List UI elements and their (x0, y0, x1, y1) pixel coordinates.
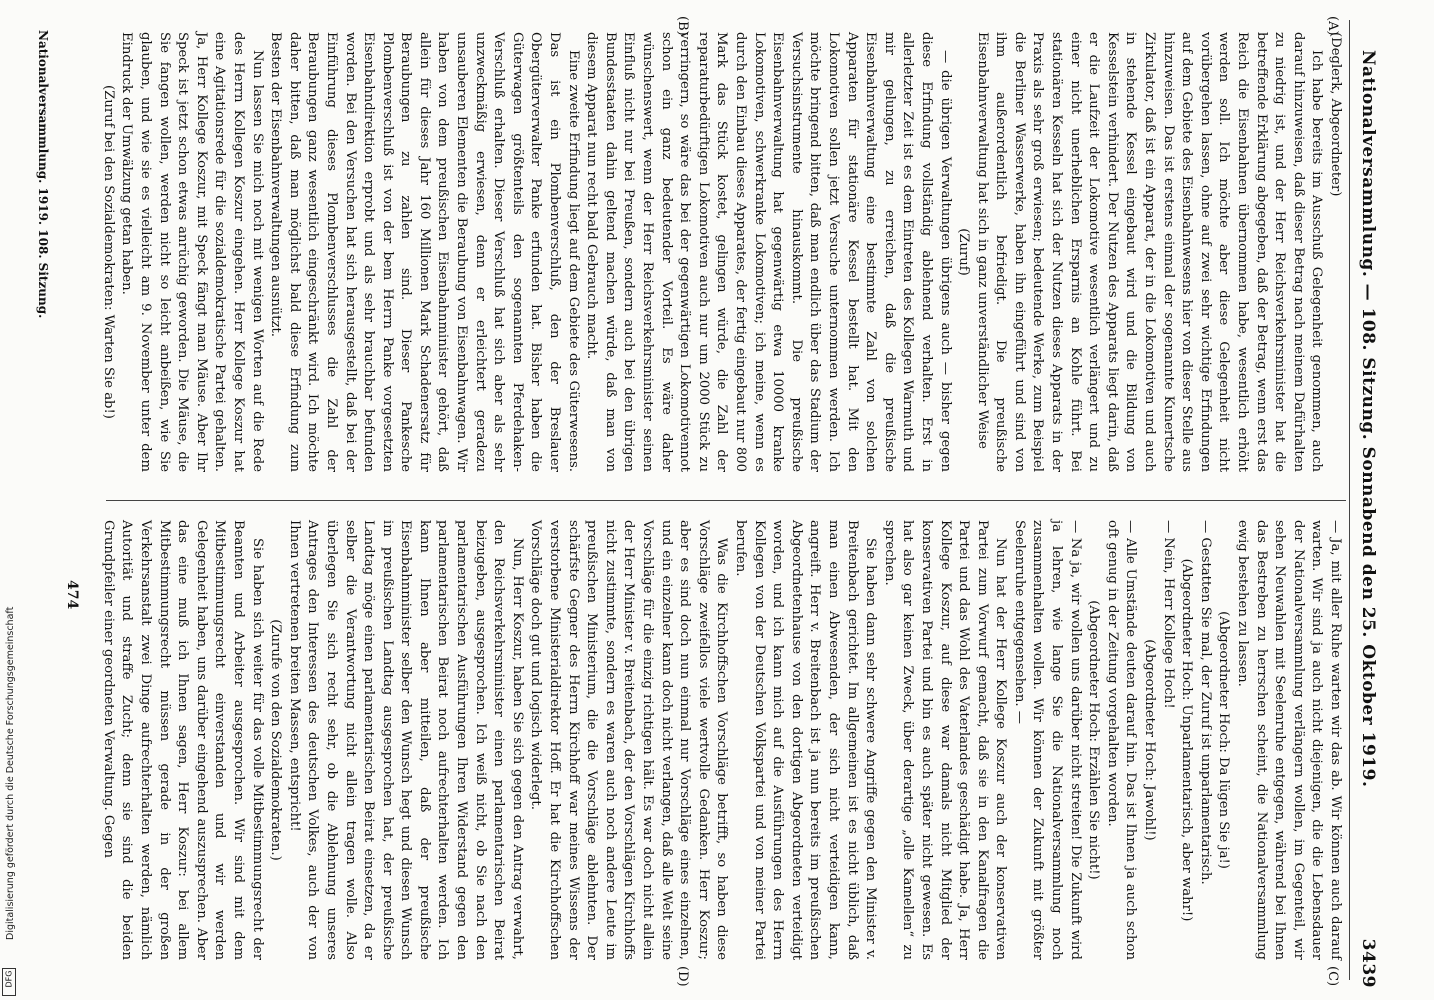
text-column-right (98, 520, 1344, 960)
rotated-document-page (20, 16, 1380, 988)
left-column-paragraph: Eine zweite Erfindung liegt auf dem Gebiete des Güterwesens. Das ist ein Plombenverschluß, den der Breslauer Obergüterverwalter Panke erfunden hat. Bisher haben die Güterwagen größtenteils den sogenannten Pferdehaken-Verschluß erhalten. Dieser Verschluß hat sich aber als sehr unzweckmäßig erwiesen, denn er erleichtert geradezu unsauberen Elementen die Beraubung von Eisenbahnwagen. Wir haben von dem preußischen Eisenbahnminister gehört, daß allein für dieses Jahr 160 Millionen Mark Schadenersatz für Beraubungen zu zahlen sind. Dieser Pankesche Plombenverschluß ist von der bem Herrn Panke vorgesetzten Eisenbahndirektion erprobt und als sehr brauchbar befunden worden. Bei den Versuchen hat sich herausgestellt, daß bei der Einführung dieses Plombenverschlusses die Zahl der Beraubungen ganz wesentlich eingeschränkt wird. Ich möchte daher bitten, daß man möglichst bald diese Erfindung zum Besten der Eisenbahnverwaltungen ausnützt. (268, 32, 581, 472)
right-column-paragraph: Sie haben dann sehr schwere Angriffe gegen den Minister v. Breitenbach gerichtet. Im allgemeinen ist es nicht üblich, daß man einen Abwesenden, der sich nicht verteidigen kann, angreift. Herr v. Breitenbach ist ja nun bereits im preußischen Abgeordnetenhause von den dortigen Abgeordneten verteidigt worden, und ich kann mich auf die Ausführungen des Herrn Kollegen von der Deutschen Volkspartei und von meiner Partei berufen. (733, 520, 879, 960)
right-column-paragraph: Sie haben sich weiter für das volle Mitbestimmungsrecht der Beamten und Arbeiter ausgesprochen. Wir sind mit dem Mitbestimmungsrecht einverstanden und wir werden Gelegenheit haben, uns darüber eingehend auszusprechen. Aber das eine muß ich Ihnen sagen, Herr Koszur: bei allem Mitbestimmungsrecht müssen gerade in der großen Verkehrsanstalt zwei Dinge aufrechterhalten werden, nämlich Autorität und straffe Zucht; denn sie sind die beiden Grundpfeiler einer geordneten Verwaltung. Gegen (100, 520, 265, 960)
digitization-text: Digitalisierung gefördert durch die Deutsche Forschungsgemeinschaft (5, 606, 16, 940)
right-column-paragraph: Was die Kirchhoffschen Vorschläge betrifft, so haben diese Vorschläge zweifellos viele wertvolle Gedanken. Herr Koszur; aber es sind doch nun einmal nur Vorschläge eines einzelnen, und ein einzelner kann doch nicht verlangen, daß alle Welt seine Vorschläge für die einzig richtigen hält. Es war doch nicht allein der Herr Minister v. Breitenbach, der den Vorschlägen Kirchhoffs nicht zustimmte, sondern es waren auch noch andere Leute im preußischen Ministerium, die die Vorschläge ablehnten. Der schärfste Gegner des Herrn Kirchhoff war meines Wissens der verstorbene Ministerialdirektor Hoff. Er hat die Kirchhoffschen Vorschläge doch gut und logisch widerlegt. (528, 520, 730, 960)
right-column-paragraph: — Ja, mit aller Ruhe warten wir das ab. Wir können auch darauf warten. Wir sind ja auch nicht diejenigen, die die Lebensdauer der Nationalversammlung verlängern wollen, im Gegenteil, wir sehen Neuwahlen mit Seelenruhe entgegen, während bei Ihnen das Bestreben zu herrschen scheint, die Nationalversammlung ewig bestehen zu lassen. (1235, 520, 1343, 960)
text-column-left (98, 32, 1344, 472)
margin-marker-b: (B) (675, 16, 690, 36)
left-column-paragraph: — die übrigen Verwaltungen übrigens auch — bisher gegen diese Erfindung vollständig ablehnend verhalten. Erst in allerletzter Zeit ist es dem Eintreten des Kollegen Warmuth und mir gelungen, zu erreichen, daß die preußische Eisenbahnverwaltung eine bestimmte Zahl von solchen Apparaten für stationäre Kessel bestellt hat. Mit den Lokomotiven sollen jetzt Versuche unternommen werden. Ich möchte bringend bitten, daß man endlich über das Stadium der Versuchsinstrumente hinauskommt. Die preußische Eisenbahnverwaltung hat gegenwärtig etwa 10000 kranke Lokomotiven, schwerkranke Lokomotiven; ich meine, wenn es durch den Einbau dieses Apparates, der fertig eingebaut nur 800 Mark das Stück kostet, gelingen würde, die Zahl der reparaturbedürftigen Lokomotiven auch nur um 2000 Stück zu verringern, so wäre das bei der gegenwärtigen Lokomotivennot schon ein ganz bedeutender Vorteil. Es wäre daher wünschenswert, wenn der Herr Reichsverkehrsminister seinen Einfluß nicht nur bei Preußen, sondern auch bei den übrigen Bundesstaaten dahin geltend machen würde, daß man von diesem Apparat nun recht bald Gebrauch macht. (584, 32, 953, 472)
right-column-paragraph: (Zurufe von den Sozialdemokraten.) (268, 619, 284, 861)
right-column-paragraph: — Gestatten Sie mal, der Zuruf ist unparlamentarisch. (1197, 520, 1213, 885)
margin-marker-a: (A) (1325, 16, 1340, 36)
page-footer: Nationalversammlung. 1919. 108. Sitzung. (36, 30, 50, 319)
page-number: 3439 (1358, 938, 1378, 988)
page-header (1352, 20, 1380, 988)
header-rule (1349, 20, 1350, 980)
right-column-paragraph: (Abgeordneter Hoch: Jawohl!) (1142, 639, 1158, 841)
right-column-paragraph: (Abgeordneter Hoch: Da lügen Sie ja!) (1216, 611, 1232, 869)
left-column-paragraph: (Zuruf) (956, 228, 972, 276)
dfg-logo (2, 968, 16, 996)
left-column-paragraph: Ich habe bereits im Ausschuß Gelegenheit genommen, auch darauf hinzuweisen, daß dieser Betrag nach meinem Dafürhalten zu niedrig ist, und der Herr Reichsverkehrsminister hat die betreffende Erklärung abgegeben, daß der Betrag, wenn erst das Reich die Eisenbahnen übernommen habe, wesentlich erhöht werden soll. Ich möchte aber diese Gelegenheit nicht vorübergehen lassen, ohne auf zwei sehr wichtige Erfindungen auf dem Gebiete des Eisenbahnwesens hier von dieser Stelle aus hinzuweisen. Das ist erstens einmal der sogenannte Kunertsche Zirkulator, daß ist ein Apparat, der in die Lokomotiven und auch in stehende Kessel eingebaut wird und die Bildung von Kesselstein verhindert. Der Nutzen des Apparats liegt darin, daß er die Laufzeit der Lokomotive wesentlich verlängert und zu einer nicht unerheblichen Ersparnis an Kohle führt. Bei stationären Kesseln hat sich der Nutzen dieses Apparats in der Praxis als sehr groß erwiesen; bedeutende Werke, zum Beispiel die Berliner Wasserwerke, haben ihn eingeführt und sind von ihm außerordentlich befriedigt. Die preußische Eisenbahnverwaltung hat sich in ganz unverständlicher Weise (974, 32, 1325, 472)
left-column-paragraph: Nun lassen Sie mich noch mit wenigen Worten auf die Rede des Herrn Kollegen Koszur eingehen. Herr Kollege Koszur hat eine Agitationsrede für die sozialdemokratische Partei gehalten. Ja, Herr Kollege Koszur, mit Speck fängt man Mäuse. Aber Ihr Speck ist jetzt schon etwas anrüchig geworden. Die Mäuse, die Sie fangen wollen, werden nicht so leicht anbeißen, wie Sie glauben, und wie sie es vielleicht am 9. November unter dem Eindruck der Umwälzung getan haben. (119, 32, 265, 472)
dfg-logo-text: DFG (4, 970, 14, 988)
right-column-paragraph: Nun, Herr Koszur, haben Sie sich gegen den Antrag verwahrt, den Reichsverkehrsminister einen parlamentarischen Beirat beizugeben, ausgesprochen. Ich weiß nicht, ob Sie nach den parlamentarischen Ausführungen Ihren Widerstand gegen den parlamentarischen Beirat noch aufrechterhalten werden. Ich kann Ihnen aber mitteilen, daß der preußische Eisenbahnminister selber den Wunsch hegt und diesen Wunsch im preußischen Landtag ausgesprochen hat, der preußische Landtag möge einen parlamentarischen Beirat einsetzen, da er selber die Verantwortung nicht allein tragen wolle. Also überlegen Sie sich recht sehr, ob die Ablehnung unseres Antrages den Interessen des deutschen Volkes, auch der von Ihnen vertretenen breiten Massen, entspricht! (286, 520, 525, 960)
margin-marker-c: (C) (1325, 966, 1340, 987)
left-column-paragraph: (Deglerk, Abgeordneter) (1328, 32, 1343, 197)
right-column-paragraph: — Nein, Herr Kollege Hoch! (1160, 520, 1176, 709)
signature-mark: 474 (64, 580, 80, 610)
column-divider (106, 500, 1346, 501)
right-column-paragraph: — Na ja, wir wollen uns darüber nicht streiten! Die Zukunft wird ja lehren, wie lange Sie die Nationalversammlung noch zusammenhalten wollen. Wir können der Zukunft mit größter Seelenruhe entgegensehen. — (1011, 520, 1083, 960)
right-column-paragraph: (Abgeordneter Hoch: Erzählen Sie nicht!) (1086, 600, 1102, 880)
digitization-note (2, 560, 16, 940)
left-column-paragraph: (Zuruf bei den Sozialdemokraten: Warten Sie ab!) (100, 85, 116, 419)
header-title: Nationalversammlung. — 108. Sitzung. Sonnabend den 25. Oktober 1919. (1358, 50, 1378, 788)
margin-marker-d: (D) (675, 966, 690, 987)
right-column-paragraph: — Alle Umstände deuten darauf hin. Das ist Ihnen ja auch schon oft genug in der Zeitung vorgehalten worden. (1104, 520, 1139, 960)
right-column-paragraph: (Abgeordneter Hoch: Unparlamentarisch, aber wahr!) (1179, 558, 1195, 922)
right-column-paragraph: Nun hat der Herr Kollege Koszur auch der konservativen Partei zum Vorwurf gemacht, daß sie in den Kanalfragen die Partei und das Wohl des Vaterlandes geschädigt habe. Ja, Herr Kollege Koszur, auf diese war damals nicht Mitglied der konservativen Partei und bin es auch später nicht gewesen. Es hat also gar keinen Zweck, über derartige „olle Kamellen“ zu sprechen. (881, 520, 1009, 960)
